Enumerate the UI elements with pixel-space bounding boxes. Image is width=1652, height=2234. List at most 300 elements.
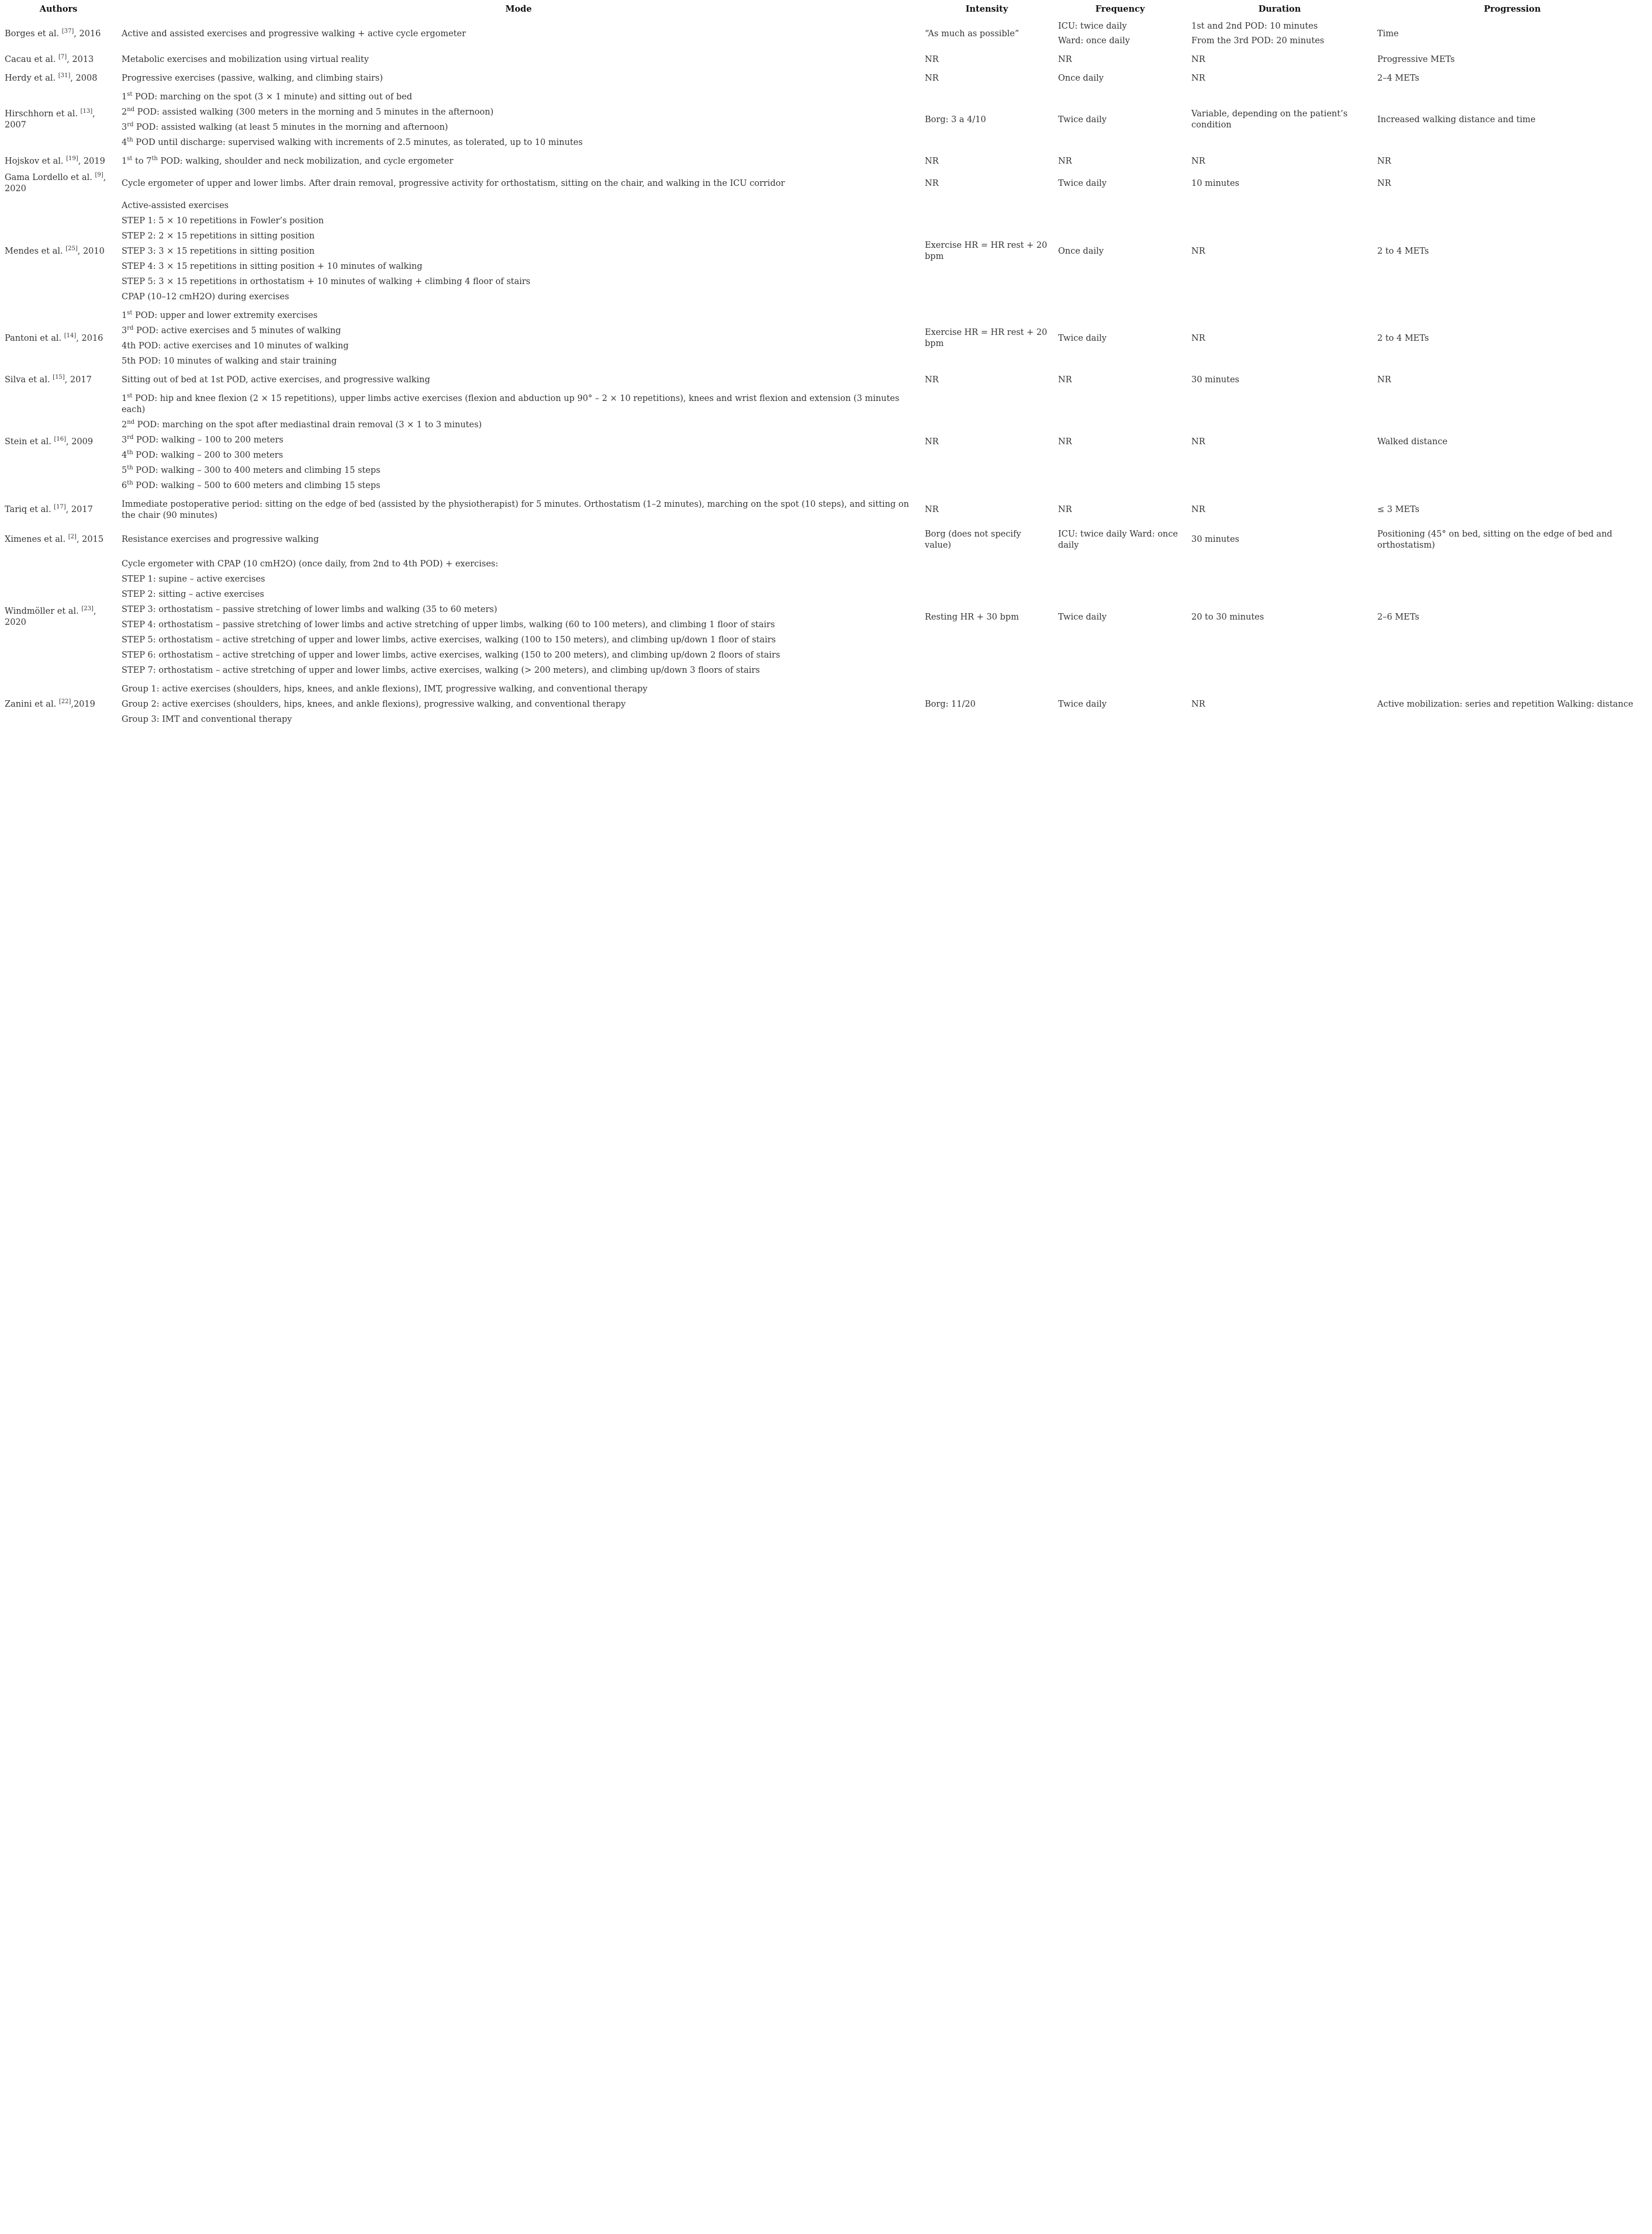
mode-line [122, 308, 915, 323]
ordinal-suffix: nd [127, 419, 135, 426]
cell-authors [0, 69, 117, 88]
cell-mode [117, 525, 920, 555]
author-ref: [2] [68, 534, 77, 541]
cell-mode [117, 152, 920, 171]
author-ref: [16] [54, 436, 66, 443]
intensity-line: Borg: 11/20 [925, 699, 976, 709]
mode-text: POD: walking – 500 to 600 meters and climbing 15 steps [133, 480, 381, 490]
cell-duration [1187, 525, 1373, 555]
document-page [0, 0, 1652, 729]
ordinal-number: 4 [122, 137, 127, 147]
author-year: , 2010 [77, 246, 105, 256]
mode-text: POD until discharge: supervised walking with increments of 2.5 minutes, as tolerated, up to 10 minutes [133, 137, 583, 147]
cell-duration [1187, 495, 1373, 525]
ordinal-suffix: th [127, 479, 133, 486]
cell-intensity [920, 196, 1053, 306]
cell-authors [0, 306, 117, 371]
author-name: Mendes et al. [5, 246, 63, 256]
author-year: ,2019 [71, 699, 95, 709]
cell-frequency [1053, 555, 1187, 680]
mode-text: Sitting out of bed at 1st POD, active exercises, and progressive walking [122, 375, 430, 385]
mode-line [122, 587, 915, 602]
frequency-line: Once daily [1058, 73, 1104, 83]
cell-authors [0, 555, 117, 680]
cell-duration [1187, 152, 1373, 171]
mode-line [122, 176, 915, 191]
mode-text: Metabolic exercises and mobilization using virtual reality [122, 54, 369, 64]
mode-line [122, 89, 915, 105]
frequency-line: Ward: once daily [1058, 36, 1130, 46]
intensity-line: Exercise HR = HR rest + 20 bpm [925, 328, 1048, 348]
cell-frequency [1053, 680, 1187, 729]
mode-line [122, 274, 915, 289]
cell-mode [117, 680, 920, 729]
author-name: Gama Lordello et al. [5, 173, 92, 182]
author-ref: [25] [65, 245, 78, 252]
ordinal-suffix: rd [127, 324, 134, 331]
author-year: , 2015 [76, 535, 104, 544]
mode-text: STEP 2: sitting – active exercises [122, 589, 264, 599]
author-ref: [23] [81, 606, 94, 613]
mode-line [122, 323, 915, 338]
cell-intensity [920, 88, 1053, 152]
ordinal-suffix: th [127, 136, 133, 143]
author-year: , 2013 [67, 54, 94, 64]
cell-progression [1373, 680, 1652, 729]
cell-duration [1187, 171, 1373, 196]
mode-line [122, 478, 915, 493]
mode-text: STEP 6: orthostatism – active stretching of upper and lower limbs, active exercises, walking (150 to 200 meters), and climbing up/down 2 floors of stairs [122, 650, 780, 660]
cell-progression [1373, 495, 1652, 525]
author-name: Windmöller et al. [5, 607, 79, 616]
mode-text: POD: hip and knee flexion (2 × 15 repetitions), upper limbs active exercises (flexion and abduction up 90° – 2 × 10 repetitions), knees and wrist flexion and extension (3 minutes each) [122, 393, 900, 414]
ordinal-suffix: rd [127, 121, 134, 128]
duration-line: NR [1191, 699, 1205, 709]
author-year: , 2017 [65, 505, 93, 514]
frequency-line: NR [1058, 156, 1072, 166]
progression-line: 2 to 4 METs [1377, 246, 1429, 256]
intensity-line: NR [925, 375, 939, 385]
ordinal-number: 2 [122, 420, 127, 430]
author-name: Borges et al. [5, 29, 60, 39]
cell-duration [1187, 196, 1373, 306]
cell-intensity [920, 50, 1053, 69]
mode-line [122, 697, 915, 712]
cell-frequency [1053, 50, 1187, 69]
duration-line: NR [1191, 437, 1205, 447]
header-frequency: Frequency [1095, 4, 1145, 14]
intensity-line: NR [925, 156, 939, 166]
author-year: , 2016 [74, 29, 101, 39]
progression-line: NR [1377, 375, 1391, 385]
frequency-line: NR [1058, 505, 1072, 514]
author-ref: [19] [66, 155, 78, 162]
cell-progression [1373, 525, 1652, 555]
mode-line [122, 213, 915, 229]
duration-line: Variable, depending on the patient’s condition [1191, 109, 1348, 130]
frequency-line: NR [1058, 375, 1072, 385]
ordinal-suffix: st [127, 91, 133, 98]
duration-line: NR [1191, 54, 1205, 64]
exercise-protocols-table [0, 0, 1652, 729]
duration-line: NR [1191, 246, 1205, 256]
mode-text: STEP 3: orthostatism – passive stretching of lower limbs and walking (35 to 60 meters) [122, 604, 497, 614]
frequency-line: NR [1058, 437, 1072, 447]
mode-text: STEP 3: 3 × 15 repetitions in sitting position [122, 246, 315, 256]
cell-intensity [920, 389, 1053, 495]
cell-mode [117, 88, 920, 152]
mode-text: POD: walking – 300 to 400 meters and climbing 15 steps [133, 465, 381, 475]
ordinal-number: 6 [122, 480, 127, 490]
intensity-line: NR [925, 54, 939, 64]
cell-frequency [1053, 525, 1187, 555]
cell-frequency [1053, 196, 1187, 306]
progression-line: Walked distance [1377, 437, 1448, 447]
intensity-line: “As much as possible” [925, 29, 1019, 39]
author-name: Stein et al. [5, 437, 51, 447]
cell-intensity [920, 69, 1053, 88]
mode-line [122, 556, 915, 572]
table-row [0, 389, 1652, 495]
cell-authors [0, 196, 117, 306]
progression-line: Positioning (45° on bed, sitting on the edge of bed and orthostatism) [1377, 529, 1613, 550]
mode-text: POD: upper and lower extremity exercises [132, 310, 318, 320]
cell-frequency [1053, 306, 1187, 371]
mode-text: CPAP (10–12 cmH2O) during exercises [122, 292, 289, 302]
mode-text: STEP 5: 3 × 15 repetitions in orthostatism + 10 minutes of walking + climbing 4 floor of stairs [122, 276, 531, 286]
author-ref: [14] [64, 332, 77, 339]
cell-progression [1373, 69, 1652, 88]
mode-text: 4th POD: active exercises and 10 minutes of walking [122, 341, 349, 351]
cell-duration [1187, 18, 1373, 50]
cell-mode [117, 50, 920, 69]
cell-authors [0, 525, 117, 555]
cell-duration [1187, 371, 1373, 389]
cell-authors [0, 371, 117, 389]
duration-line: 20 to 30 minutes [1191, 612, 1264, 622]
header-mode: Mode [505, 4, 532, 14]
author-name: Pantoni et al. [5, 333, 62, 343]
ordinal-suffix: st [127, 155, 133, 162]
cell-mode [117, 18, 920, 50]
author-name: Cacau et al. [5, 54, 56, 64]
mode-text: Active and assisted exercises and progressive walking + active cycle ergometer [122, 29, 466, 39]
ordinal-number: 3 [122, 122, 127, 132]
cell-authors [0, 171, 117, 196]
table-header [0, 0, 1652, 18]
cell-progression [1373, 18, 1652, 50]
intensity-line: Borg: 3 a 4/10 [925, 115, 986, 125]
cell-intensity [920, 525, 1053, 555]
author-year: , 2019 [78, 156, 105, 166]
mode-text: STEP 2: 2 × 15 repetitions in sitting position [122, 231, 315, 241]
mode-text: POD: walking – 100 to 200 meters [133, 435, 284, 445]
ordinal-number: 5 [122, 465, 127, 475]
mode-text: POD: marching on the spot (3 × 1 minute) and sitting out of bed [132, 92, 412, 102]
mode-line [122, 229, 915, 244]
cell-mode [117, 69, 920, 88]
cell-intensity [920, 18, 1053, 50]
progression-line: 2–6 METs [1377, 612, 1419, 622]
header-progression: Progression [1484, 4, 1541, 14]
frequency-line: Twice daily [1058, 115, 1107, 125]
author-ref: [9] [95, 172, 103, 179]
mode-text: STEP 4: orthostatism – passive stretching of lower limbs and active stretching of upper limbs, walking (60 to 100 meters), and climbing 1 floor of stairs [122, 620, 775, 630]
frequency-line: ICU: twice daily Ward: once daily [1058, 529, 1178, 550]
header-row [0, 0, 1652, 18]
cell-intensity [920, 371, 1053, 389]
cell-mode [117, 196, 920, 306]
table-row [0, 371, 1652, 389]
author-name: Zanini et al. [5, 699, 57, 709]
mode-line [122, 354, 915, 369]
author-year: , 2007 [5, 109, 95, 130]
cell-progression [1373, 171, 1652, 196]
mode-text: to 7 [132, 156, 152, 166]
mode-line [122, 433, 915, 448]
progression-line: Progressive METs [1377, 54, 1455, 64]
mode-text: POD: active exercises and 5 minutes of walking [133, 326, 341, 336]
duration-line: NR [1191, 505, 1205, 514]
cell-intensity [920, 680, 1053, 729]
header-duration: Duration [1258, 4, 1301, 14]
mode-text: POD: assisted walking (300 meters in the morning and 5 minutes in the afternoon) [134, 107, 494, 117]
mode-text: STEP 1: 5 × 10 repetitions in Fowler’s position [122, 216, 324, 226]
mode-line [122, 244, 915, 259]
duration-line: 30 minutes [1191, 535, 1239, 544]
author-ref: [13] [80, 108, 93, 115]
cell-mode [117, 306, 920, 371]
cell-progression [1373, 50, 1652, 69]
progression-line: Time [1377, 29, 1399, 39]
frequency-line: Twice daily [1058, 699, 1107, 709]
author-ref: [31] [58, 72, 71, 79]
cell-progression [1373, 389, 1652, 495]
mode-line [122, 26, 915, 42]
table-row [0, 152, 1652, 171]
mode-text: Progressive exercises (passive, walking, and climbing stairs) [122, 73, 383, 83]
table-row [0, 171, 1652, 196]
mode-line [122, 682, 915, 697]
intensity-line: Exercise HR = HR rest + 20 bpm [925, 241, 1048, 261]
cell-frequency [1053, 69, 1187, 88]
cell-mode [117, 171, 920, 196]
mode-line [122, 338, 915, 354]
table-row [0, 306, 1652, 371]
ordinal-number: 1 [122, 156, 127, 166]
cell-mode [117, 389, 920, 495]
mode-text: Immediate postoperative period: sitting on the edge of bed (assisted by the physiotherapist) for 5 minutes. Orthostatism (1–2 minutes), marching on the spot (10 steps), and sitting on the chair (90 minutes) [122, 499, 909, 520]
duration-line: NR [1191, 156, 1205, 166]
author-year: , 2016 [76, 333, 103, 343]
ordinal-number: 4 [122, 450, 127, 460]
cell-progression [1373, 196, 1652, 306]
cell-intensity [920, 171, 1053, 196]
progression-line: ≤ 3 METs [1377, 505, 1420, 514]
mode-line [122, 52, 915, 67]
mode-text: Group 2: active exercises (shoulders, hips, knees, and ankle flexions), progressive walking, and conventional therapy [122, 699, 626, 709]
cell-authors [0, 88, 117, 152]
mode-line [122, 602, 915, 617]
cell-mode [117, 371, 920, 389]
cell-duration [1187, 680, 1373, 729]
cell-mode [117, 555, 920, 680]
mode-line [122, 632, 915, 648]
table-row [0, 525, 1652, 555]
mode-line [122, 372, 915, 388]
author-year: , 2008 [70, 73, 98, 83]
mode-text: Group 1: active exercises (shoulders, hips, knees, and ankle flexions), IMT, progressive walking, and conventional therapy [122, 684, 648, 694]
cell-authors [0, 389, 117, 495]
table-row [0, 680, 1652, 729]
author-name: Silva et al. [5, 375, 50, 385]
cell-frequency [1053, 18, 1187, 50]
author-year: , 2009 [65, 437, 94, 447]
table-row [0, 69, 1652, 88]
table-row [0, 196, 1652, 306]
cell-duration [1187, 306, 1373, 371]
cell-intensity [920, 152, 1053, 171]
duration-line: NR [1191, 333, 1205, 343]
cell-frequency [1053, 88, 1187, 152]
progression-line: 2 to 4 METs [1377, 333, 1429, 343]
mode-text: Group 3: IMT and conventional therapy [122, 714, 292, 724]
mode-text: Active-assisted exercises [122, 200, 229, 210]
author-ref: [17] [54, 504, 66, 511]
table-body [0, 18, 1652, 729]
progression-line: 2–4 METs [1377, 73, 1419, 83]
intensity-line: NR [925, 505, 939, 514]
header-authors: Authors [39, 4, 78, 14]
ordinal-number: 3 [122, 326, 127, 336]
author-ref: [15] [53, 374, 65, 381]
cell-progression [1373, 555, 1652, 680]
ordinal-suffix: st [127, 309, 133, 316]
mode-text: Cycle ergometer of upper and lower limbs. After drain removal, progressive activity for orthostatism, sitting on the chair, and walking in the ICU corridor [122, 178, 785, 188]
ordinal-suffix: st [127, 392, 133, 399]
cell-duration [1187, 69, 1373, 88]
cell-frequency [1053, 171, 1187, 196]
mode-line [122, 154, 915, 169]
intensity-line: NR [925, 437, 939, 447]
ordinal-suffix: th [127, 449, 133, 456]
cell-intensity [920, 555, 1053, 680]
author-name: Herdy et al. [5, 73, 56, 83]
mode-line [122, 105, 915, 120]
cell-frequency [1053, 371, 1187, 389]
cell-authors [0, 50, 117, 69]
table-row [0, 50, 1652, 69]
ordinal-number: 1 [122, 92, 127, 102]
duration-line: NR [1191, 73, 1205, 83]
frequency-line: Twice daily [1058, 612, 1107, 622]
mode-text: STEP 5: orthostatism – active stretching of upper and lower limbs, active exercises, walking (100 to 150 meters), and climbing up/down 1 floor of stairs [122, 635, 776, 645]
author-ref: [7] [58, 53, 67, 60]
cell-progression [1373, 88, 1652, 152]
table-row [0, 495, 1652, 525]
mode-text: POD: walking, shoulder and neck mobilization, and cycle ergometer [157, 156, 454, 166]
table-row [0, 88, 1652, 152]
mode-line [122, 712, 915, 727]
mode-line [122, 135, 915, 150]
mode-text: POD: walking – 200 to 300 meters [133, 450, 284, 460]
ordinal-suffix: th [151, 155, 158, 162]
mode-text: STEP 4: 3 × 15 repetitions in sitting position + 10 minutes of walking [122, 261, 423, 271]
mode-line [122, 532, 915, 548]
frequency-line: ICU: twice daily [1058, 22, 1127, 31]
frequency-line: NR [1058, 54, 1072, 64]
ordinal-number: 3 [122, 435, 127, 445]
ordinal-number: 1 [122, 393, 127, 403]
mode-line [122, 391, 915, 417]
intensity-line: Resting HR + 30 bpm [925, 612, 1019, 622]
table-row [0, 18, 1652, 50]
mode-line [122, 463, 915, 478]
cell-authors [0, 495, 117, 525]
cell-frequency [1053, 495, 1187, 525]
mode-line [122, 572, 915, 587]
author-name: Ximenes et al. [5, 535, 66, 544]
mode-text: STEP 1: supine – active exercises [122, 574, 265, 584]
mode-text: Resistance exercises and progressive walking [122, 535, 319, 544]
progression-line: Increased walking distance and time [1377, 115, 1536, 125]
cell-authors [0, 18, 117, 50]
table-row [0, 555, 1652, 680]
mode-line [122, 617, 915, 632]
cell-progression [1373, 306, 1652, 371]
author-year: , 2020 [5, 173, 106, 193]
cell-duration [1187, 50, 1373, 69]
progression-line: NR [1377, 156, 1391, 166]
mode-line [122, 448, 915, 463]
mode-text: STEP 7: orthostatism – active stretching of upper and lower limbs, active exercises, walking (> 200 meters), and climbing up/down 3 floors of stairs [122, 665, 760, 675]
author-name: Tariq et al. [5, 505, 51, 514]
cell-duration [1187, 555, 1373, 680]
duration-line: 10 minutes [1191, 178, 1239, 188]
cell-progression [1373, 371, 1652, 389]
mode-text: POD: marching on the spot after mediastinal drain removal (3 × 1 to 3 minutes) [134, 420, 482, 430]
author-ref: [22] [58, 698, 71, 705]
mode-text: POD: assisted walking (at least 5 minutes in the morning and afternoon) [133, 122, 448, 132]
author-ref: [37] [61, 27, 74, 34]
author-name: Hirschhorn et al. [5, 109, 78, 119]
cell-intensity [920, 306, 1053, 371]
ordinal-suffix: nd [127, 106, 135, 113]
ordinal-suffix: th [127, 464, 133, 471]
mode-line [122, 648, 915, 663]
mode-line [122, 259, 915, 274]
cell-frequency [1053, 152, 1187, 171]
mode-text: Cycle ergometer with CPAP (10 cmH2O) (once daily, from 2nd to 4th POD) + exercises: [122, 559, 499, 569]
cell-progression [1373, 152, 1652, 171]
ordinal-number: 2 [122, 107, 127, 117]
mode-line [122, 663, 915, 678]
cell-intensity [920, 495, 1053, 525]
mode-line [122, 417, 915, 433]
mode-line [122, 120, 915, 135]
duration-line: From the 3rd POD: 20 minutes [1191, 36, 1325, 46]
intensity-line: Borg (does not specify value) [925, 529, 1021, 550]
progression-line: Active mobilization: series and repetition Walking: distance [1377, 699, 1633, 709]
cell-mode [117, 495, 920, 525]
header-intensity: Intensity [965, 4, 1008, 14]
mode-text: 5th POD: 10 minutes of walking and stair training [122, 356, 337, 366]
intensity-line: NR [925, 73, 939, 83]
author-name: Hojskov et al. [5, 156, 64, 166]
cell-duration [1187, 88, 1373, 152]
duration-line: 1st and 2nd POD: 10 minutes [1191, 22, 1318, 31]
mode-line [122, 198, 915, 213]
